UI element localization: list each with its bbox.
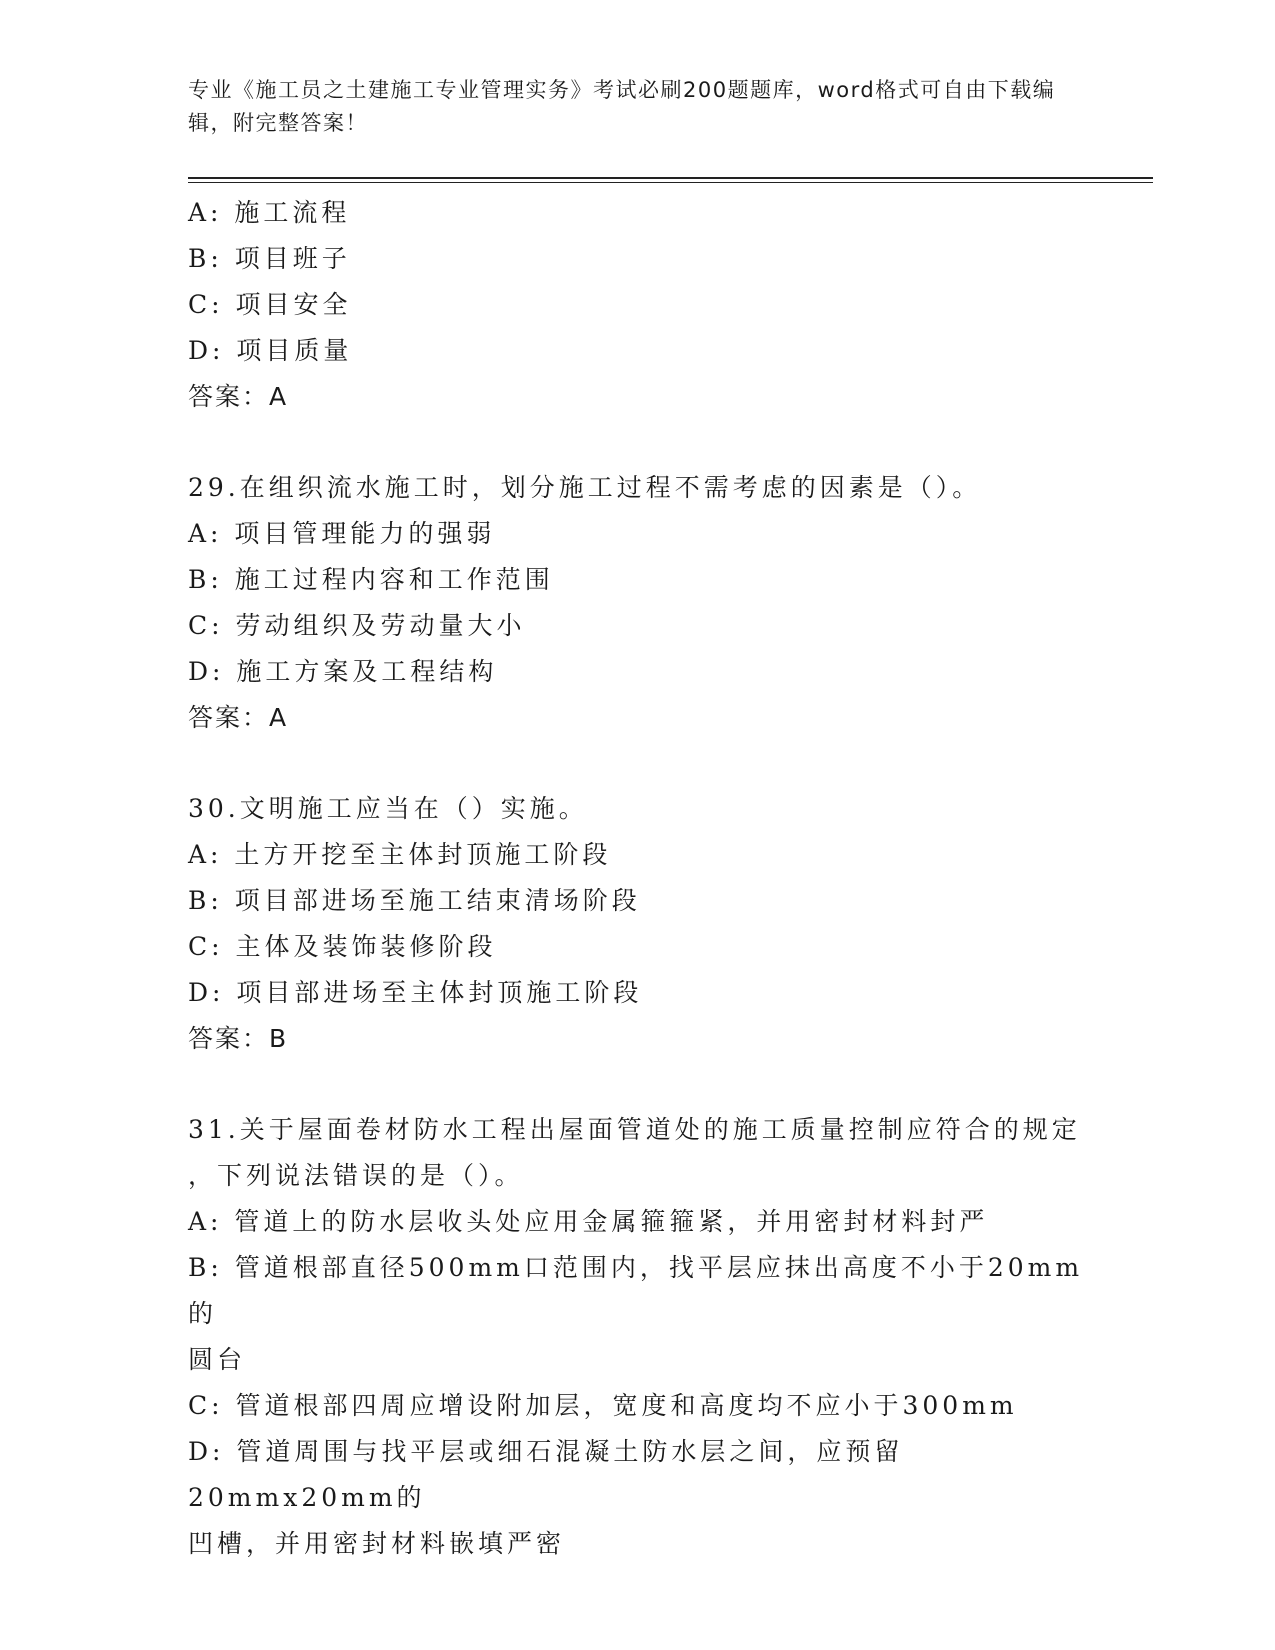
question-stem: 29.在组织流水施工时，划分施工过程不需考虑的因素是（）。: [188, 473, 982, 502]
option-c: C: 主体及装饰装修阶段: [188, 932, 497, 961]
question-list: [188, 190, 1088, 1567]
question-stem-line-1: 31.关于屋面卷材防水工程出屋面管道处的施工质量控制应符合的规定: [188, 1115, 1081, 1144]
answer-text: 答案：B: [188, 1024, 289, 1053]
option-a: A: 项目管理能力的强弱: [188, 519, 496, 548]
option-a: A: 管道上的防水层收头处应用金属箍箍紧，并用密封材料封严: [188, 1207, 989, 1236]
option-b-line-1: B: 管道根部直径500mm口范围内，找平层应抹出高度不小于20mm的: [188, 1253, 1084, 1328]
option-b: B: 施工过程内容和工作范围: [188, 565, 554, 594]
option-c: C: 管道根部四周应增设附加层，宽度和高度均不应小于300mm: [188, 1391, 1018, 1420]
option-b: B: 项目班子: [188, 244, 351, 273]
option-b-line-2: 圆台: [188, 1345, 247, 1374]
option-d: D: 项目部进场至主体封顶施工阶段: [188, 978, 643, 1007]
question-block-30: [188, 786, 1088, 1062]
header-divider-thin: [188, 182, 1153, 183]
question-block-28: [188, 190, 1088, 420]
spacer: [188, 741, 1088, 786]
question-stem: 30.文明施工应当在（）实施。: [188, 794, 588, 823]
question-stem-line-2: ，下列说法错误的是（）。: [188, 1161, 524, 1190]
option-a: A: 土方开挖至主体封顶施工阶段: [188, 840, 612, 869]
spacer: [188, 420, 1088, 465]
answer-text: 答案：A: [188, 382, 289, 411]
header-divider-thick: [188, 177, 1153, 179]
option-d: D: 施工方案及工程结构: [188, 657, 498, 686]
option-c: C: 项目安全: [188, 290, 352, 319]
option-d: D: 项目质量: [188, 336, 353, 365]
question-block-31: [188, 1107, 1088, 1567]
answer-text: 答案：A: [188, 703, 289, 732]
option-a: A: 施工流程: [188, 198, 351, 227]
option-c: C: 劳动组织及劳动量大小: [188, 611, 526, 640]
option-d-line-1: D: 管道周围与找平层或细石混凝土防水层之间，应预留20mmx20mm的: [188, 1437, 904, 1512]
document-header: 专业《施工员之土建施工专业管理实务》考试必刷200题题库，word格式可自由下载编辑，附完整答案！: [188, 78, 1056, 135]
option-b: B: 项目部进场至施工结束清场阶段: [188, 886, 641, 915]
question-block-29: [188, 465, 1088, 741]
option-d-line-2: 凹槽，并用密封材料嵌填严密: [188, 1529, 566, 1558]
spacer: [188, 1062, 1088, 1107]
